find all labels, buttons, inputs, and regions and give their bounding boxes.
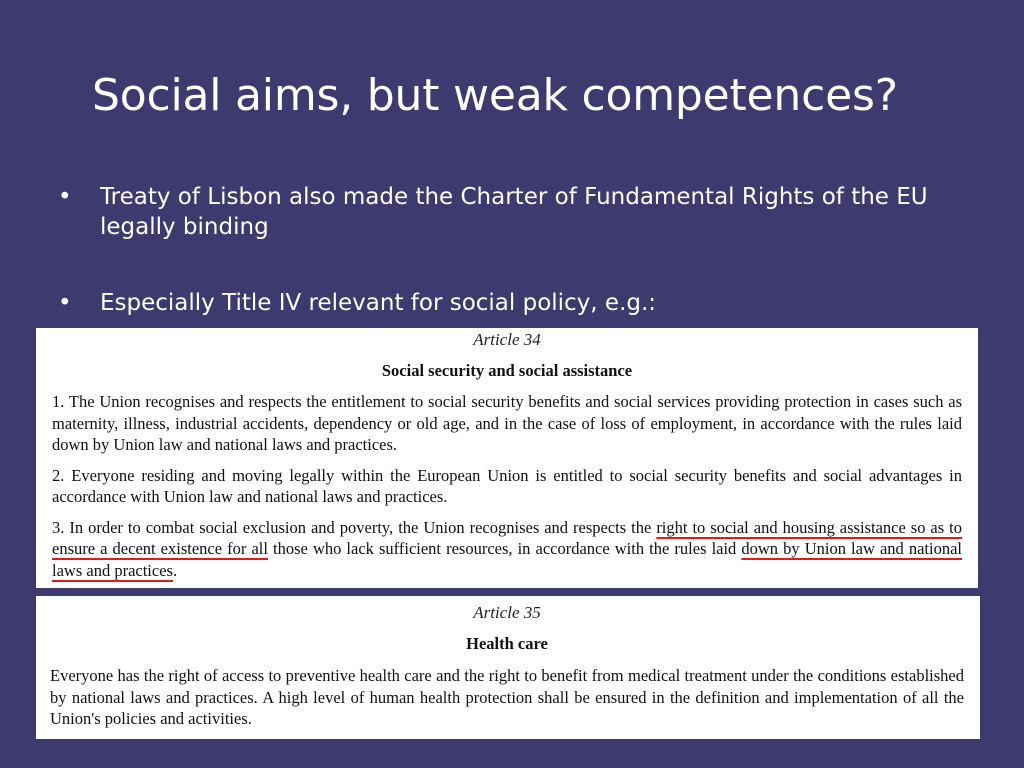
article-number: Article 34 [473, 330, 541, 349]
bullet-item-title-iv [58, 288, 958, 318]
slide-title: Social aims, but weak competences? [92, 70, 898, 121]
bullet-list [58, 182, 958, 318]
bullet-item-lisbon [58, 182, 958, 242]
article-title: Health care [466, 634, 548, 653]
article-title: Social security and social assistance [381, 361, 633, 380]
bullet-text: Treaty of Lisbon also made the Charter of Fundamental Rights of the EU legally binding [100, 184, 928, 240]
article-34-excerpt [36, 328, 978, 588]
article-35-excerpt [36, 596, 980, 739]
bullet-marker: • [58, 290, 72, 316]
paragraph-text: 3. In order to combat social exclusion and poverty, the Union recognises and respects the [52, 517, 657, 537]
bullet-marker: • [58, 184, 72, 210]
paragraph-text: those who lack sufficient resources, in accordance with the rules laid [267, 539, 742, 558]
highlighted-text: down by Union law and national laws and practices [52, 539, 962, 580]
article-paragraph-3 [52, 517, 962, 582]
article-paragraph-2: 2. Everyone residing and moving legally within the European Union is entitled to social security benefits and social advantages in accordance with Union law and national laws and practices. [52, 465, 962, 506]
highlighted-text: right to social and housing assistance so as to ensure a decent existence for all [52, 517, 962, 558]
article-number: Article 35 [473, 603, 541, 622]
bullet-text: Especially Title IV relevant for social policy, e.g.: [100, 290, 657, 316]
paragraph-text: . [172, 560, 178, 580]
article-paragraph-1: Everyone has the right of access to preventive health care and the right to benefit from medical treatment under the conditions established by national laws and practices. A high level of human health protection shall be ensured in the definition and implementation of all the Union's policies and activities. [50, 666, 964, 728]
article-paragraph-1: 1. The Union recognises and respects the entitlement to social security benefits and social services providing protection in cases such as maternity, illness, industrial accidents, dependency or old age, and in the case of loss of employment, in accordance with the rules laid down by Union law and national laws and practices. [52, 392, 962, 454]
